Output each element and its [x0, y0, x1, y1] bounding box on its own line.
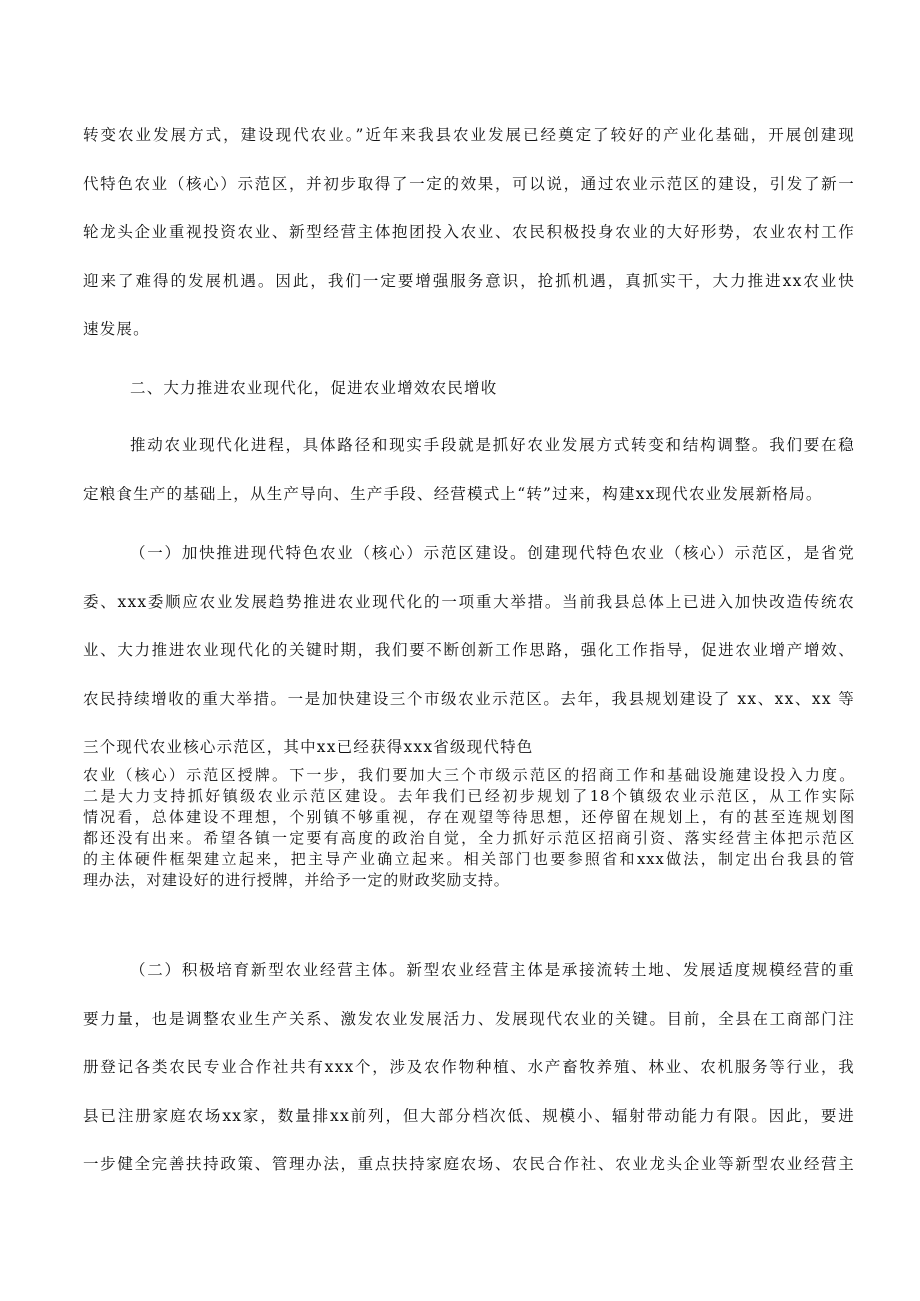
text-line: 速发展。: [83, 320, 150, 338]
paragraph-1: [83, 111, 855, 354]
paragraph-3: [83, 529, 855, 772]
text-line: 县已注册家庭农场xx家，数量排xx前列，但大部分档次低、规模小、辐射带动能力有限。因此，要进: [83, 1106, 855, 1125]
section-heading-2: [83, 364, 855, 413]
text-line: 册登记各类农民专业合作社共有xxx个，涉及农作物种植、水产畜牧养殖、林业、农机服务等行业，我: [83, 1058, 855, 1076]
text-line: 的主体硬件框架建立起来，把主导产业确立起来。相关部门也要参照省和xxx做法，制定出台我县的管: [83, 850, 855, 868]
heading-text: 二、大力推进农业现代化，促进农业增效农民增收: [130, 379, 498, 397]
text-line: （一）加快推进现代特色农业（核心）示范区建设。创建现代特色农业（核心）示范区，是省党: [130, 544, 855, 562]
text-line: 转变农业发展方式，建设现代农业。”近年来我县农业发展已经奠定了较好的产业化基础，开展创建现: [83, 126, 855, 144]
text-line: 要力量，也是调整农业生产关系、激发农业发展活力、发展现代农业的关键。目前，全县在工商部门注: [83, 1009, 855, 1028]
text-line: 推动农业现代化进程，具体路径和现实手段就是抓好农业发展方式转变和结构调整。我们要在稳: [130, 436, 855, 454]
text-line: 轮龙头企业重视投资农业、新型经营主体抱团投入农业、农民积极投身农业的大好形势，农业农村工作: [83, 223, 855, 241]
paragraph-2: [83, 421, 855, 518]
text-line: 农业（核心）示范区授牌。下一步，我们要加大三个市级示范区的招商工作和基础设施建设投入力度。: [83, 766, 855, 784]
text-line: 情况看，总体建设不理想，个别镇不够重视，存在观望等待思想，还停留在规划上，有的甚至连规划图: [83, 808, 855, 826]
text-line: 都还没有出来。希望各镇一定要有高度的政治自觉，全力抓好示范区招商引资、落实经营主体把示范区: [83, 829, 855, 847]
paragraph-4: [83, 765, 855, 891]
text-line: 二是大力支持抓好镇级农业示范区建设。去年我们已经初步规划了18个镇级农业示范区，从工作实际: [83, 787, 855, 805]
text-line: 委、xxx委顺应农业发展趋势推进农业现代化的一项重大举措。当前我县总体上已进入加快改造传统农: [83, 592, 855, 611]
text-line: 理办法，对建设好的进行授牌，并给予一定的财政奖励支持。: [83, 871, 510, 889]
paragraph-5: [83, 946, 855, 1189]
text-line: 迎来了难得的发展机遇。因此，我们一定要增强服务意识，抢抓机遇，真抓实干，大力推进xx农业快: [83, 271, 855, 290]
text-line: 业、大力推进农业现代化的关键时期，我们要不断创新工作思路，强化工作指导，促进农业增产增效、: [83, 641, 855, 659]
text-line: （二）积极培育新型农业经营主体。新型农业经营主体是承接流转土地、发展适度规模经营的重: [130, 961, 855, 979]
text-line: 农民持续增收的重大举措。一是加快建设三个市级农业示范区。去年，我县规划建设了 xx、xx、xx 等: [83, 689, 855, 708]
text-line: 定粮食生产的基础上，从生产导向、生产手段、经营模式上“转”过来，构建xx现代农业发展新格局。: [83, 484, 823, 503]
text-line: 三个现代农业核心示范区，其中xx已经获得xxx省级现代特色: [83, 738, 534, 756]
text-line: 代特色农业（核心）示范区，并初步取得了一定的效果，可以说，通过农业示范区的建设，引发了新一: [83, 174, 855, 193]
text-line: 一步健全完善扶持政策、管理办法，重点扶持家庭农场、农民合作社、农业龙头企业等新型农业经营主: [83, 1155, 855, 1173]
